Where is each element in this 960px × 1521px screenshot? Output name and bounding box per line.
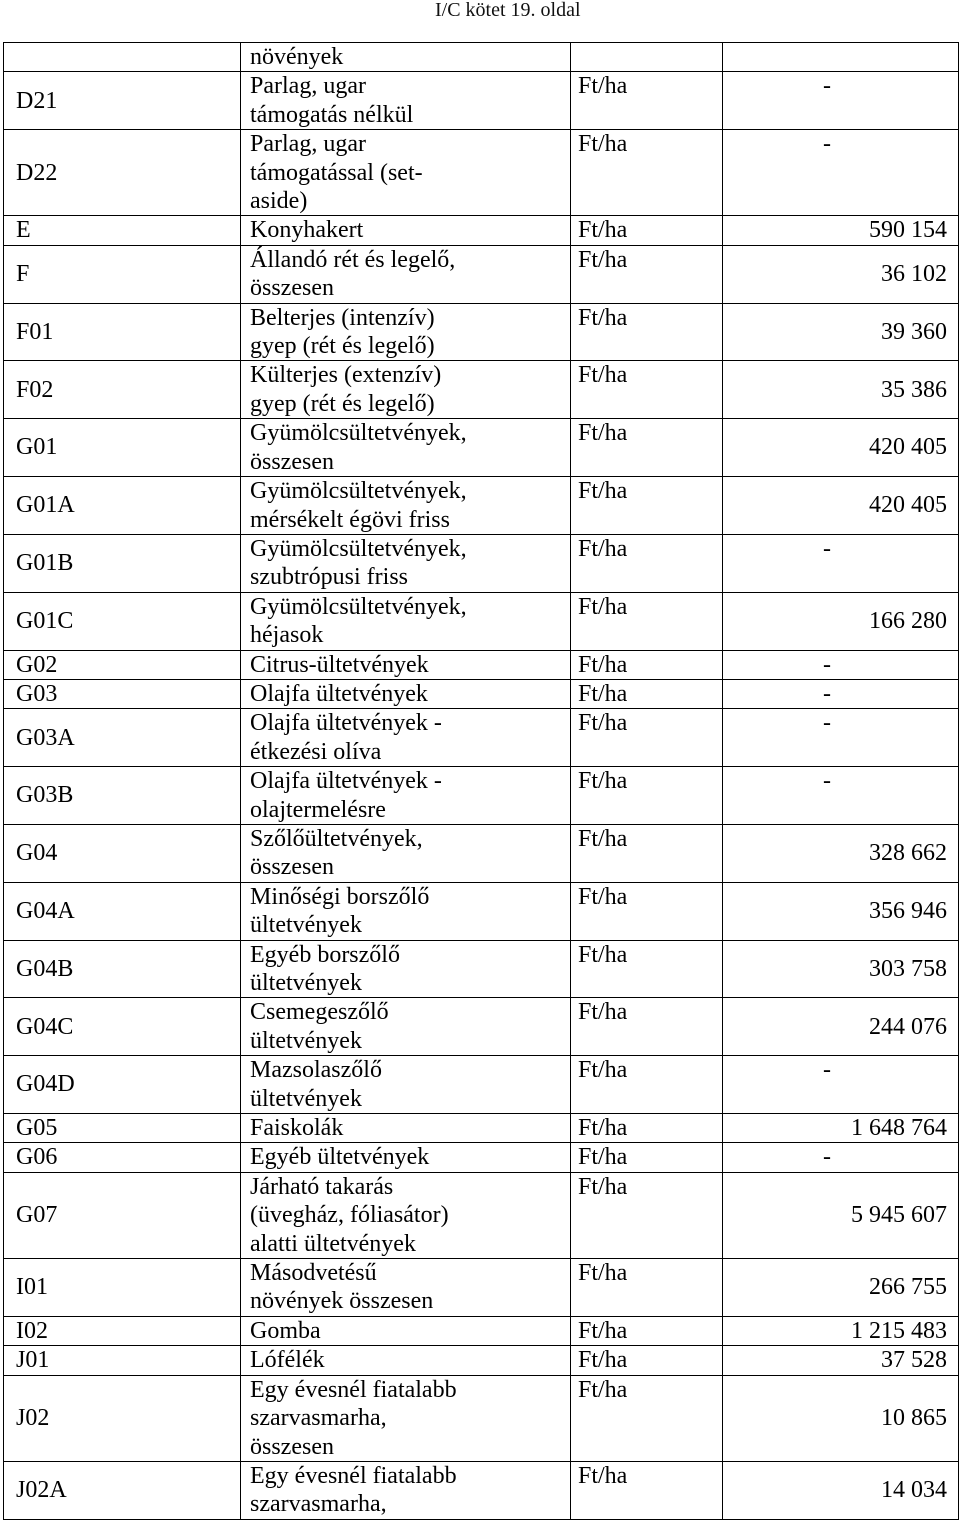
row-code: F (4, 245, 241, 303)
row-name-line: Külterjes (extenzív) (250, 362, 442, 389)
row-name (241, 419, 571, 477)
row-code: G03 (4, 679, 241, 708)
row-unit (571, 43, 723, 72)
table-row (4, 419, 959, 477)
row-name-line: étkezési olíva (250, 738, 382, 765)
row-name (241, 709, 571, 767)
row-code: G04 (4, 824, 241, 882)
row-name-line: összesen (250, 854, 334, 881)
page-header: I/C kötet 19. oldal (435, 0, 581, 21)
table-row (4, 1461, 959, 1519)
row-name-line: Lófélék (250, 1347, 325, 1374)
table-row (4, 1172, 959, 1258)
row-code (4, 43, 241, 72)
table-row (4, 216, 959, 245)
row-unit: Ft/ha (571, 1346, 723, 1375)
row-name-line: Parlag, ugar (250, 131, 366, 158)
table-body (4, 43, 959, 1520)
row-name-line: gyep (rét és legelő) (250, 333, 435, 360)
row-value: 14 034 (723, 1461, 959, 1519)
row-name-line: támogatás nélkül (250, 101, 414, 128)
row-name-line: mérsékelt égövi friss (250, 506, 450, 533)
row-name (241, 998, 571, 1056)
row-name-line: Egyéb ültetvények (250, 1144, 430, 1171)
row-name-line: Citrus-ültetvények (250, 651, 429, 678)
table-row (4, 679, 959, 708)
row-name-line: szubtrópusi friss (250, 564, 408, 591)
row-code: J02A (4, 1461, 241, 1519)
row-code: J01 (4, 1346, 241, 1375)
row-code: G04B (4, 940, 241, 998)
row-value: - (723, 650, 959, 679)
row-value: 590 154 (723, 216, 959, 245)
row-name-line: szarvasmarha, (250, 1491, 387, 1518)
table-row (4, 824, 959, 882)
table-row (4, 130, 959, 216)
row-name (241, 245, 571, 303)
row-unit: Ft/ha (571, 303, 723, 361)
row-name (241, 1316, 571, 1345)
row-unit: Ft/ha (571, 767, 723, 825)
row-value: - (723, 130, 959, 216)
row-name-line: (üvegház, fóliasátor) (250, 1202, 449, 1229)
row-value (723, 43, 959, 72)
row-name (241, 1056, 571, 1114)
row-value: - (723, 709, 959, 767)
row-value: 303 758 (723, 940, 959, 998)
row-unit: Ft/ha (571, 1316, 723, 1345)
row-name (241, 130, 571, 216)
row-code: G06 (4, 1143, 241, 1172)
row-name-line: Olajfa ültetvények - (250, 710, 442, 737)
row-unit: Ft/ha (571, 361, 723, 419)
row-unit: Ft/ha (571, 534, 723, 592)
row-name (241, 679, 571, 708)
row-name (241, 650, 571, 679)
row-name-line: aside) (250, 188, 308, 215)
row-name-line: Gyümölcsültetvények, (250, 593, 467, 620)
table-row (4, 709, 959, 767)
row-name-line: Egyéb borszőlő (250, 941, 400, 968)
table-row (4, 1375, 959, 1461)
row-name-line: Mazsolaszőlő (250, 1057, 382, 1084)
table-row (4, 650, 959, 679)
row-name-line: Állandó rét és legelő, (250, 246, 456, 273)
row-value: - (723, 1143, 959, 1172)
row-name-line: növények összesen (250, 1288, 434, 1315)
row-name (241, 1346, 571, 1375)
row-value: 1 648 764 (723, 1114, 959, 1143)
row-name-line: Olajfa ültetvények (250, 680, 428, 707)
table-row (4, 43, 959, 72)
row-name-line: Olajfa ültetvények - (250, 768, 442, 795)
row-unit: Ft/ha (571, 998, 723, 1056)
row-name (241, 43, 571, 72)
row-name (241, 534, 571, 592)
table-row (4, 767, 959, 825)
table-row (4, 882, 959, 940)
row-code: I02 (4, 1316, 241, 1345)
row-value: - (723, 1056, 959, 1114)
row-name-line: Járható takarás (250, 1173, 394, 1200)
row-name (241, 1259, 571, 1317)
row-name (241, 592, 571, 650)
row-name-line: ültetvények (250, 912, 362, 939)
row-value: - (723, 767, 959, 825)
row-unit: Ft/ha (571, 592, 723, 650)
row-unit: Ft/ha (571, 882, 723, 940)
row-name (241, 1375, 571, 1461)
table-row (4, 998, 959, 1056)
row-value: 10 865 (723, 1375, 959, 1461)
row-name-line: Belterjes (intenzív) (250, 304, 435, 331)
row-value: 166 280 (723, 592, 959, 650)
row-name-line: összesen (250, 448, 334, 475)
table-row (4, 592, 959, 650)
row-code: G01A (4, 477, 241, 535)
row-unit: Ft/ha (571, 477, 723, 535)
row-code: G04D (4, 1056, 241, 1114)
row-unit: Ft/ha (571, 1461, 723, 1519)
row-code: F01 (4, 303, 241, 361)
table-row (4, 1346, 959, 1375)
row-name (241, 361, 571, 419)
row-code: E (4, 216, 241, 245)
row-name (241, 216, 571, 245)
row-name-line: Parlag, ugar (250, 73, 366, 100)
row-code: D22 (4, 130, 241, 216)
row-name-line: Gyümölcsültetvények, (250, 420, 467, 447)
row-value: - (723, 72, 959, 130)
row-value: 36 102 (723, 245, 959, 303)
row-name (241, 824, 571, 882)
row-value: 37 528 (723, 1346, 959, 1375)
row-unit: Ft/ha (571, 940, 723, 998)
row-name (241, 1461, 571, 1519)
row-code: G01C (4, 592, 241, 650)
table-row (4, 1143, 959, 1172)
table-row (4, 303, 959, 361)
row-name-line: Minőségi borszőlő (250, 883, 430, 910)
table-row (4, 534, 959, 592)
row-name-line: olajtermelésre (250, 796, 386, 823)
row-unit: Ft/ha (571, 1143, 723, 1172)
row-name-line: Gomba (250, 1317, 321, 1344)
row-name-line: Faiskolák (250, 1115, 344, 1142)
table-row (4, 1259, 959, 1317)
row-value: 244 076 (723, 998, 959, 1056)
table-row (4, 940, 959, 998)
row-value: 420 405 (723, 419, 959, 477)
row-value: - (723, 534, 959, 592)
row-name (241, 767, 571, 825)
row-name-line: Másodvetésű (250, 1260, 377, 1287)
row-name (241, 72, 571, 130)
row-code: J02 (4, 1375, 241, 1461)
row-name-line: Egy évesnél fiatalabb (250, 1462, 457, 1489)
row-code: I01 (4, 1259, 241, 1317)
table-row (4, 1114, 959, 1143)
row-name (241, 303, 571, 361)
row-unit: Ft/ha (571, 650, 723, 679)
row-unit: Ft/ha (571, 824, 723, 882)
row-code: D21 (4, 72, 241, 130)
row-code: G01 (4, 419, 241, 477)
table-row (4, 72, 959, 130)
row-value: 266 755 (723, 1259, 959, 1317)
row-value: 5 945 607 (723, 1172, 959, 1258)
row-value: 35 386 (723, 361, 959, 419)
table-row (4, 1316, 959, 1345)
row-name-line: ültetvények (250, 970, 362, 996)
row-code: G05 (4, 1114, 241, 1143)
row-name-line: összesen (250, 1433, 334, 1460)
row-code: G03B (4, 767, 241, 825)
row-name-line: Gyümölcsültetvények, (250, 478, 467, 505)
row-name-line: összesen (250, 275, 334, 302)
table-row (4, 361, 959, 419)
row-name-line: szarvasmarha, (250, 1405, 387, 1432)
row-unit: Ft/ha (571, 72, 723, 130)
row-value: 1 215 483 (723, 1316, 959, 1345)
row-value: 356 946 (723, 882, 959, 940)
row-unit: Ft/ha (571, 709, 723, 767)
table-row (4, 245, 959, 303)
row-name-line: támogatással (set- (250, 159, 423, 186)
row-unit: Ft/ha (571, 1172, 723, 1258)
row-unit: Ft/ha (571, 679, 723, 708)
row-code: G03A (4, 709, 241, 767)
row-name-line: ültetvények (250, 1027, 362, 1054)
row-name-line: gyep (rét és legelő) (250, 390, 435, 417)
row-name-line: Gyümölcsültetvények, (250, 535, 467, 562)
row-name (241, 1114, 571, 1143)
row-unit: Ft/ha (571, 245, 723, 303)
row-code: G04C (4, 998, 241, 1056)
row-value: 328 662 (723, 824, 959, 882)
row-unit: Ft/ha (571, 130, 723, 216)
row-code: G01B (4, 534, 241, 592)
row-name (241, 1172, 571, 1258)
row-unit: Ft/ha (571, 1375, 723, 1461)
row-name-line: Csemegeszőlő (250, 999, 389, 1026)
table-row (4, 477, 959, 535)
row-code: G02 (4, 650, 241, 679)
row-name-line: héjasok (250, 622, 324, 649)
row-value: 420 405 (723, 477, 959, 535)
row-code: F02 (4, 361, 241, 419)
row-name-line: ültetvények (250, 1085, 362, 1112)
row-unit: Ft/ha (571, 1056, 723, 1114)
row-unit: Ft/ha (571, 1114, 723, 1143)
row-unit: Ft/ha (571, 419, 723, 477)
row-name (241, 477, 571, 535)
row-code: G04A (4, 882, 241, 940)
row-name (241, 1143, 571, 1172)
row-name-line: Konyhakert (250, 217, 364, 244)
table-row (4, 1056, 959, 1114)
row-name-line: növények (250, 44, 344, 70)
row-name-line: alatti ültetvények (250, 1230, 416, 1257)
row-name-line: Egy évesnél fiatalabb (250, 1376, 457, 1403)
row-value: 39 360 (723, 303, 959, 361)
row-unit: Ft/ha (571, 1259, 723, 1317)
row-name-line: Szőlőültetvények, (250, 825, 423, 852)
row-unit: Ft/ha (571, 216, 723, 245)
row-value: - (723, 679, 959, 708)
row-name (241, 882, 571, 940)
row-code: G07 (4, 1172, 241, 1258)
data-table (3, 42, 959, 1520)
row-name (241, 940, 571, 998)
